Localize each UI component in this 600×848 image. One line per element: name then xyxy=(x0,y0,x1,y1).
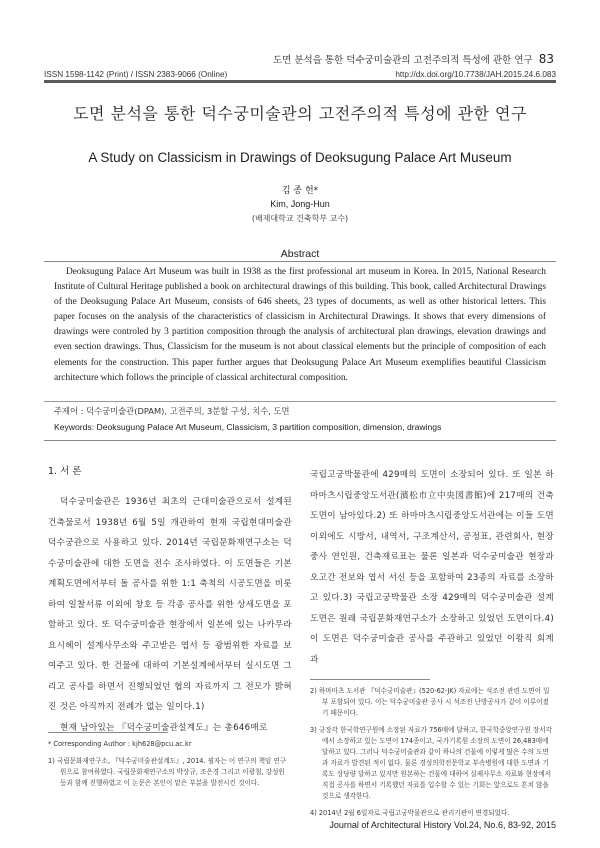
abstract-text: Deoksugung Palace Art Museum was built in 1938 as the first professional art museum in Korea. In 2015, National Research Institute of Cultural Heritage published a book on architectural drawings of this building. This book, called Architectural Drawings of the Deoksugung Palace Art Museum, consists of 646 sheets, 23 types of documents, as well as other historical letters. This paper focuses on the analysis of the characteristics of classicism in Architectural Drawings. It shows that every dimensions of drawings were controled by 3 partition composition through the analysis of architectural plan drawings, elevation drawings and even section drawings. Thus, Classicism for the museum is not about classical elements but the principle of composition of each elements for the construction. This paper further argues that Deoksugung Palace Art Museum exemplifies beautiful Classicism architecture which follows the principle of classical architectural composition. xyxy=(54,267,546,383)
footnote: 2) 하마마츠 도서관 『덕수궁미술관』(520-62-JK) 자료에는 석조전 관련 도면이 일부 포함되어 있다. 이는 덕수궁미술관 공사 시 석조전 난방공사가 같이 이루어졌기 때문이다. xyxy=(310,687,550,717)
running-title: 도면 분석을 통한 덕수궁미술관의 고전주의적 특성에 관한 연구 xyxy=(272,55,533,66)
abstract-divider xyxy=(44,401,556,402)
footnote: 1) 국립문화재연구소, 『덕수궁미술관설계도』, 2014. 필자는 이 연구의 책임 연구원으로 참여하였다. 국립문화재연구소의 박상규, 조은경 그리고 이광철, 강성원 등과 함께 진행하였고 이 논문은 본인이 맡은 부분을 발전시킨 것이다. xyxy=(48,757,287,787)
page-number: 83 xyxy=(538,52,554,66)
corresponding-author: * Corresponding Author : kjh628@pcu.ac.kr xyxy=(48,740,192,748)
running-head xyxy=(273,52,554,66)
author-affiliation: (배재대학교 건축학부 교수) xyxy=(251,214,349,223)
left-column xyxy=(48,492,292,738)
footnote: 3) 규장각 한국학연구원에 소장된 자료가 756매에 달하고, 한국학중앙연구원 장서각에서 소장하고 있는 도면이 174종이고, 국가기록원 소장의 도면이 26,483매에 달하고 있다. 그러나 덕수궁미술관과 같이 하나의 건물에 이렇게 많은 수의 도면과 자료가 발견된 적이 없다. 물론 경성의학전문학교 부속병원에 대한 도면과 기록도 상당량 달하고 있지만 원본하는 건물에 대하여 실제사무소 자료와 현장에서 직접 공사를 하면서 기록했던 자료를 입수할 수 있는 기회는 앞으로도 흔치 않을 것으로 생각한다. xyxy=(310,726,553,800)
issn-row xyxy=(44,70,556,79)
footnote: 4) 2014년 2월 6일자로 국립고궁박물관으로 관리기관이 변경되었다. xyxy=(310,809,510,817)
top-rule xyxy=(44,80,556,83)
right-column xyxy=(310,465,554,825)
author-korean: 김 종 헌* xyxy=(281,186,319,196)
issn: ISSN 1598-1142 (Print) / ISSN 2383-9066 (Online) xyxy=(44,70,228,79)
body-paragraph: 국립고궁박물관에 429매의 도면이 소장되어 있다. 또 일본 하마마츠시립중앙도서관(濱松市立中央図書館)에 217매의 건축도면이 남아있다.2) 또 하마마츠시립중앙도서관에는 이들 도면 이외에도 시방서, 내역서, 구조계산서, 공정표, 관련회사, 현장 중사 연인원, 건축재료표는 물론 일본과 덕수궁미술관 현장과 오고간 전보와 엽서 서신 등을 포함하여 23종의 자료를 소장하고 있다.3) 국립고궁박물관 소장 429매의 덕수궁미술관 설계도면은 원래 국립문화재연구소가 소장하고 있었던 도면이다.4) 이 도면은 덕수궁미술관 공사를 주관하고 있었던 이왕직 회계과 xyxy=(310,470,554,665)
footnote-divider xyxy=(48,732,168,733)
abstract-heading: Abstract xyxy=(280,248,320,260)
author-english: Kim, Jong-Hun xyxy=(270,199,330,209)
abstract-top-rule xyxy=(44,261,556,262)
english-title: A Study on Classicism in Drawings of Deoksugung Palace Art Museum xyxy=(88,150,512,165)
doi-link[interactable]: http://dx.doi.org/10.7738/JAH.2015.24.6.083 xyxy=(395,70,556,79)
section-heading: 1. 서 론 xyxy=(48,466,82,477)
keywords-english: Keywords: Deoksugung Palace Art Museum, Classicism, 3 partition composition, dimension, drawings xyxy=(54,422,442,432)
footnotes-left xyxy=(48,732,292,795)
keywords-bottom-rule xyxy=(44,440,556,441)
body-paragraph: 현재 남아있는 『덕수궁미술관설계도』는 총646매로 xyxy=(60,722,268,733)
body-paragraph: 덕수궁미술관은 1936년 최초의 근대미술관으로서 설계된 건축물로서 1938년 6월 5일 개관하여 현재 국립현대미술관 덕수궁관으로 사용하고 있다. 2014년 국립문화재연구소는 덕수궁미술관에 대한 도면을 전수 조사하였다. 이 도면들은 기본계획도면에서부터 돌 공사를 위한 1:1 축척의 시공도면을 비롯하여 일찰서류 이외에 창호 등 각종 공사를 위한 상세도면을 포함하고 있다. 또 덕수궁미술관 현장에서 일본에 있는 나카무라 요시헤이 설계사무소와 주고받은 엽서 등 광범위한 자료를 보여주고 있다. 한 건물에 대하여 기본설계에서부터 실시도면 그리고 공사를 하면서 진행되었던 협의 자료까지 그 전모가 밝혀진 것은 아직까지 전례가 없는 일이다.1) xyxy=(48,497,292,712)
keywords-korean: 주제어 : 덕수궁미술관(DPAM), 고전주의, 3분할 구성, 치수, 도면 xyxy=(54,406,290,416)
footnotes-right xyxy=(310,679,554,819)
journal-footer: Journal of Architectural History Vol.24, No.6, 83-92, 2015 xyxy=(329,820,556,830)
footnote-divider xyxy=(310,679,430,680)
korean-title: 도면 분석을 통한 덕수궁미술관의 고전주의적 특성에 관한 연구 xyxy=(73,104,527,123)
